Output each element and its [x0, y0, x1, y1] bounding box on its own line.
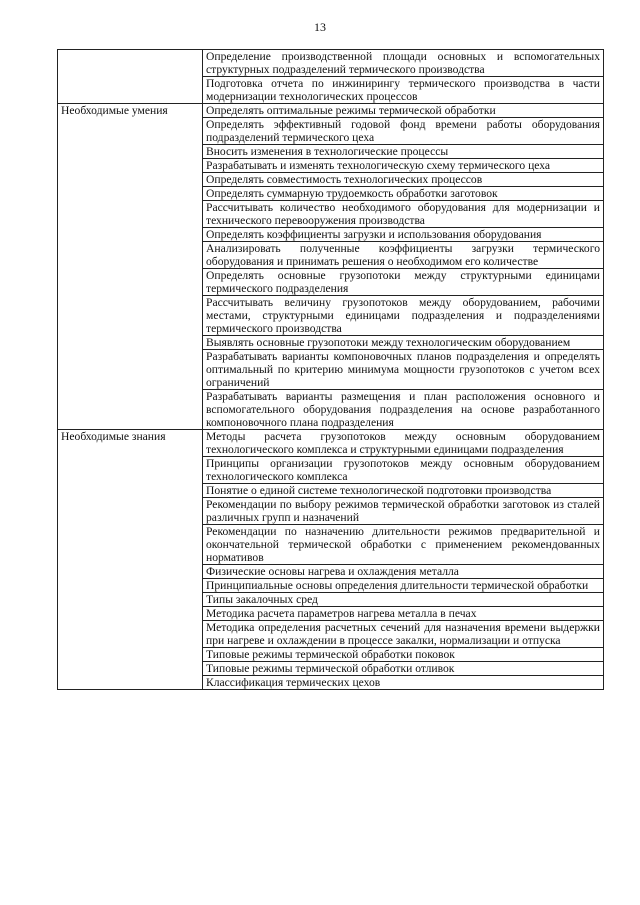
list-item: Принципиальные основы определения длительности термической обработки — [203, 579, 604, 593]
list-item: Рекомендации по выбору режимов термической обработки заготовок из сталей различных групп и назначений — [203, 498, 604, 525]
list-item: Анализировать полученные коэффициенты загрузки термического оборудования и принимать решения о необходимом его количестве — [203, 242, 604, 269]
list-item: Методика расчета параметров нагрева металла в печах — [203, 607, 604, 621]
list-item: Физические основы нагрева и охлаждения металла — [203, 565, 604, 579]
category-knowledge: Необходимые знания — [58, 430, 203, 690]
list-item: Разрабатывать варианты размещения и план расположения основного и вспомогательного оборудования подразделения на основе разработанного компоновочного плана подразделения — [203, 390, 604, 430]
category-skills: Необходимые умения — [58, 104, 203, 430]
list-item: Методы расчета грузопотоков между основным оборудованием технологического комплекса и структурными единицами подразделения — [203, 430, 604, 457]
list-item: Разрабатывать варианты компоновочных планов подразделения и определять оптимальный по критерию минимума мощности грузопотоков с учетом всех ограничений — [203, 350, 604, 390]
page-number: 13 — [314, 20, 326, 34]
category-cell — [58, 50, 203, 104]
table-row — [58, 104, 604, 118]
list-item: Определять эффективный годовой фонд времени работы оборудования подразделений термического цеха — [203, 118, 604, 145]
list-item: Рекомендации по назначению длительности режимов предварительной и окончательной термической обработки с применением рекомендованных нормативов — [203, 525, 604, 565]
list-item: Определять суммарную трудоемкость обработки заготовок — [203, 187, 604, 201]
list-item: Типы закалочных сред — [203, 593, 604, 607]
table-row — [58, 50, 604, 77]
list-item: Определять оптимальные режимы термической обработки — [203, 104, 604, 118]
list-item: Выявлять основные грузопотоки между технологическим оборудованием — [203, 336, 604, 350]
list-item: Определять совместимость технологических процессов — [203, 173, 604, 187]
list-item: Вносить изменения в технологические процессы — [203, 145, 604, 159]
list-item: Типовые режимы термической обработки поковок — [203, 648, 604, 662]
list-item: Определять основные грузопотоки между структурными единицами термического подразделения — [203, 269, 604, 296]
list-item: Определять коэффициенты загрузки и использования оборудования — [203, 228, 604, 242]
list-item: Рассчитывать величину грузопотоков между оборудованием, рабочими местами, структурными единицами подразделения и подразделениями термического производства — [203, 296, 604, 336]
list-item: Классификация термических цехов — [203, 676, 604, 690]
table-row — [58, 430, 604, 457]
requirements-table — [57, 49, 604, 690]
list-item: Определение производственной площади основных и вспомогательных структурных подразделений термического производства — [203, 50, 604, 77]
list-item: Разрабатывать и изменять технологическую схему термического цеха — [203, 159, 604, 173]
list-item: Типовые режимы термической обработки отливок — [203, 662, 604, 676]
list-item: Принципы организации грузопотоков между основным оборудованием технологического комплекса — [203, 457, 604, 484]
list-item: Понятие о единой системе технологической подготовки производства — [203, 484, 604, 498]
list-item: Рассчитывать количество необходимого оборудования для модернизации и технического перевооружения производства — [203, 201, 604, 228]
list-item: Методика определения расчетных сечений для назначения времени выдержки при нагреве и охлаждении в процессе закалки, нормализации и отпуска — [203, 621, 604, 648]
list-item: Подготовка отчета по инжинирингу термического производства в части модернизации технологических процессов — [203, 77, 604, 104]
